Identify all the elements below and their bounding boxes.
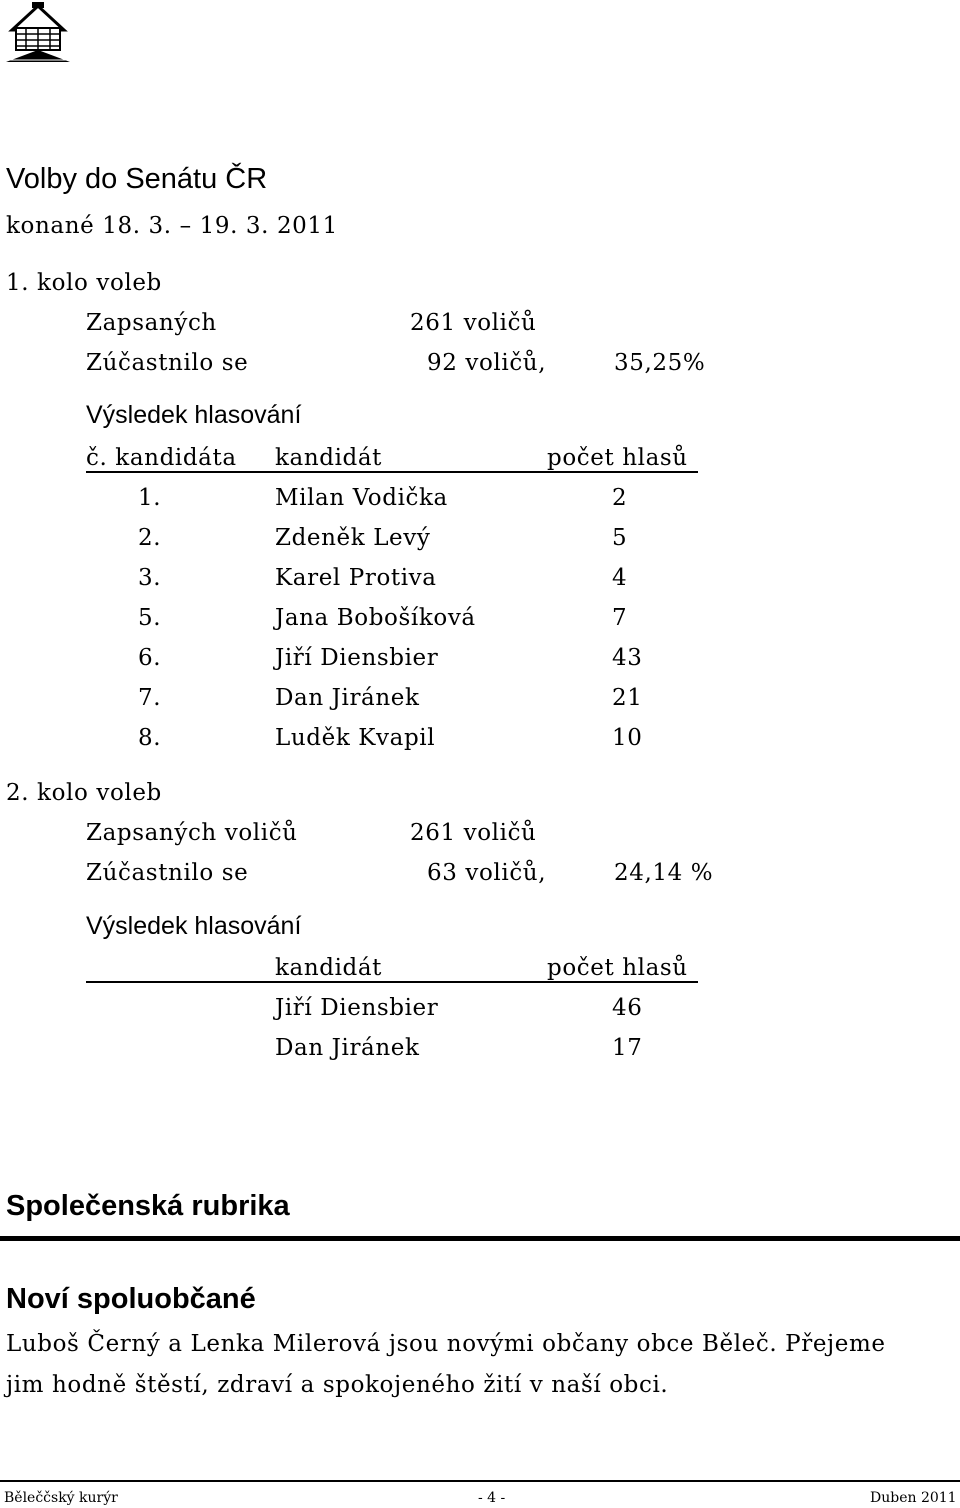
round1-results-heading: Výsledek hlasování (86, 401, 302, 429)
table-row-number: 2. (138, 525, 162, 551)
table-row-number: 1. (138, 485, 162, 511)
round2-header-candidate: kandidát (275, 955, 383, 981)
election-dates: konané 18. 3. – 19. 3. 2011 (6, 213, 338, 239)
round2-registered-label: Zapsaných voličů (86, 820, 298, 846)
table-row-candidate: Karel Protiva (275, 565, 437, 591)
table-row-number: 6. (138, 645, 162, 671)
round2-turnout-value: 63 voličů, (427, 860, 547, 886)
round1-registered-label: Zapsaných (86, 310, 217, 336)
table-row-votes: 5 (612, 525, 628, 551)
table-row-candidate: Luděk Kvapil (275, 725, 436, 751)
round1-heading: 1. kolo voleb (6, 270, 162, 296)
round1-header-number: č. kandidáta (86, 445, 237, 471)
section-title: Společenská rubrika (6, 1190, 290, 1222)
section-divider (0, 1236, 960, 1241)
footer-divider (0, 1480, 960, 1482)
round2-turnout-percent: 24,14 % (614, 860, 714, 886)
round2-header-underline (86, 981, 698, 983)
table-row-votes: 7 (612, 605, 628, 631)
table-row-votes: 2 (612, 485, 628, 511)
footer-page-number: - 4 - (478, 1490, 506, 1506)
table-row-candidate: Jiří Diensbier (275, 995, 439, 1021)
table-row-candidate: Jana Bobošíková (275, 605, 476, 631)
round1-header-votes: počet hlasů (547, 445, 688, 471)
table-row-votes: 10 (612, 725, 643, 751)
table-row-candidate: Milan Vodička (275, 485, 448, 511)
table-row-candidate: Jiří Diensbier (275, 645, 439, 671)
round2-turnout-label: Zúčastnilo se (86, 860, 249, 886)
village-logo-icon (2, 0, 74, 66)
table-row-votes: 4 (612, 565, 628, 591)
table-row-number: 8. (138, 725, 162, 751)
subsection-title: Noví spoluobčané (6, 1283, 256, 1315)
round1-turnout-percent: 35,25% (614, 350, 706, 376)
announcement-line-2: jim hodně štěstí, zdraví a spokojeného žití v naší obci. (6, 1372, 669, 1398)
table-row-votes: 46 (612, 995, 643, 1021)
round2-registered-value: 261 voličů (410, 820, 537, 846)
announcement-line-1: Luboš Černý a Lenka Milerová jsou novými občany obce Běleč. Přejeme (6, 1331, 886, 1357)
table-row-votes: 21 (612, 685, 643, 711)
table-row-number: 7. (138, 685, 162, 711)
table-row-number: 5. (138, 605, 162, 631)
table-row-votes: 17 (612, 1035, 643, 1061)
footer-publication: Běleččský kurýr (4, 1490, 118, 1506)
page-title: Volby do Senátu ČR (6, 163, 268, 195)
round2-header-votes: počet hlasů (547, 955, 688, 981)
table-row-candidate: Dan Jiránek (275, 1035, 420, 1061)
round1-registered-value: 261 voličů (410, 310, 537, 336)
round1-header-underline (86, 471, 698, 473)
table-row-votes: 43 (612, 645, 643, 671)
round1-header-candidate: kandidát (275, 445, 383, 471)
round2-heading: 2. kolo voleb (6, 780, 162, 806)
round1-turnout-label: Zúčastnilo se (86, 350, 249, 376)
round1-turnout-value: 92 voličů, (427, 350, 547, 376)
table-row-number: 3. (138, 565, 162, 591)
table-row-candidate: Dan Jiránek (275, 685, 420, 711)
table-row-candidate: Zdeněk Levý (275, 525, 431, 551)
footer-date: Duben 2011 (870, 1490, 957, 1506)
round2-results-heading: Výsledek hlasování (86, 912, 302, 940)
